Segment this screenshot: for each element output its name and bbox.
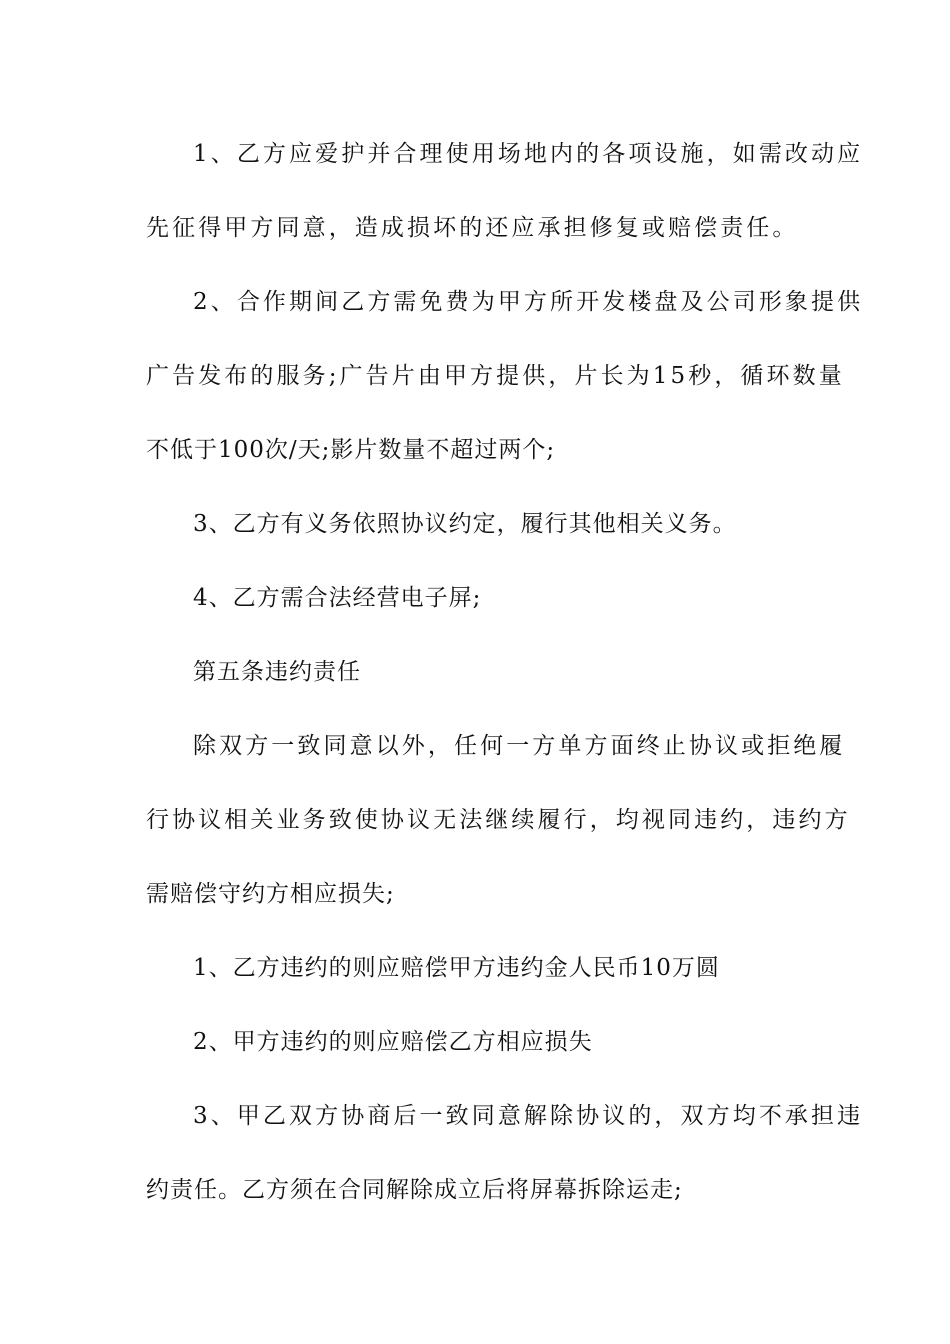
paragraph-line: 约责任。乙方须在合同解除成立后将屏幕拆除运走; xyxy=(146,1177,683,1203)
paragraph-line: 2、甲方违约的则应赔偿乙方相应损失 xyxy=(193,1029,593,1055)
paragraph-line: 不低于100次/天;影片数量不超过两个; xyxy=(146,437,556,463)
paragraph-line: 除双方一致同意以外，任何一方单方面终止协议或拒绝履 xyxy=(193,733,846,759)
paragraph-line: 1、乙方应爱护并合理使用场地内的各项设施，如需改动应 xyxy=(193,141,864,167)
paragraph-line: 2、合作期间乙方需免费为甲方所开发楼盘及公司形象提供 xyxy=(193,289,864,315)
paragraph-line: 先征得甲方同意，造成损坏的还应承担修复或赔偿责任。 xyxy=(146,215,799,241)
paragraph-line: 广告发布的服务;广告片由甲方提供，片长为15秒，循环数量 xyxy=(146,363,845,389)
paragraph-line: 4、乙方需合法经营电子屏; xyxy=(193,585,482,611)
paragraph-line: 行协议相关业务致使协议无法继续履行，均视同违约，违约方 xyxy=(146,807,851,833)
paragraph-line: 需赔偿守约方相应损失; xyxy=(146,881,395,907)
paragraph-line: 1、乙方违约的则应赔偿甲方违约金人民币10万圆 xyxy=(193,955,720,981)
paragraph-line: 3、甲乙双方协商后一致同意解除协议的，双方均不承担违 xyxy=(193,1103,864,1129)
paragraph-line: 3、乙方有义务依照协议约定，履行其他相关义务。 xyxy=(193,511,737,537)
section-heading: 第五条违约责任 xyxy=(193,659,361,685)
